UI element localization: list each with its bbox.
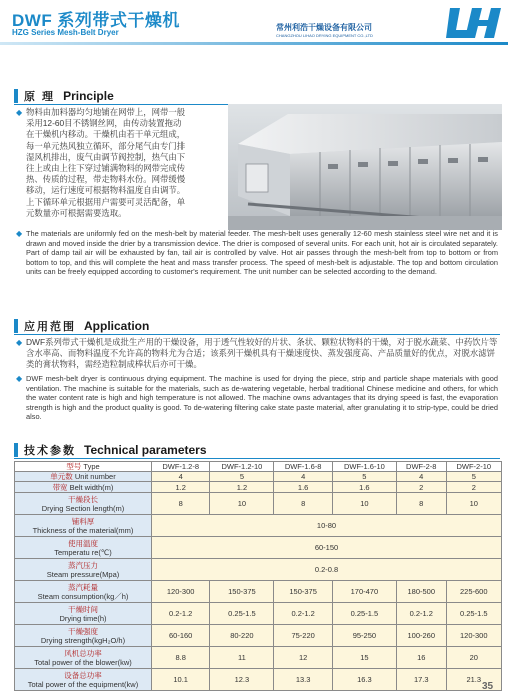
table-cell: 15 [332,647,396,669]
row-label-en: Drying time(h) [59,613,107,623]
application-zh-text: DWF系列带式干燥机是成批生产用的干燥设备，用于透气性较好的片状、条状、颗粒状物料的干燥，对于脱水蔬菜、中药饮片等含水率高、而物料温度不允许高的物料尤为合适；该系列干燥机具有干燥速度快、蒸发强度高、产品质量好的优点，对脱水滤饼类的膏状物料，需经造粒制成棒状后亦可干燥。 [26,337,498,370]
table-cell: 5 [446,472,501,482]
row-label-zh: 蒸汽压力 [68,560,98,570]
header-divider [0,42,508,45]
table-cell: 120-300 [152,581,210,603]
table-cell: 10 [446,493,501,515]
page-title: DWF 系列带式干燥机 [12,11,180,30]
row-label [15,625,152,647]
text-line: 每一单元热风独立循环，部分尾气由专门排 [26,140,186,151]
table-cell: 8 [152,493,210,515]
table-cell: 1.2 [152,482,210,493]
principle-title-zh: 原 理 [24,91,56,103]
row-label-en: Unit number [74,472,116,481]
table-cell: 8 [396,493,446,515]
row-label-zh: 铺料厚 [71,516,95,526]
row-label [15,603,152,625]
technical-heading [14,442,207,458]
table-cell: 0.25-1.5 [332,603,396,625]
table-cell: 16.3 [332,669,396,691]
principle-en-text: The materials are uniformly fed on the mesh-belt by material feeder. The mesh-belt uses generally 12-60 mesh stainless steel wire net and it is drawn and moved inside the drier by a transmission device. The drier is composed of several units. For each unit, hot air is circulated separately. Part of damp tail air will be exhausted by fan, tail air is controlled by valve. Hot air passes through the mesh-belt from top to bottom or from bottom to top, and this will complete the heat and mass transfer process. The speed of mesh-belt is adjustable. The top and bottom circulation units can be freely equipped according to customer's requirement. The unit number can be selected according to the demand. [26,229,498,277]
table-cell: 10.1 [152,669,210,691]
table-row [15,472,502,482]
row-label-zh: 干燥时间 [68,604,98,614]
table-row [15,482,502,493]
row-label-zh: 干燥强度 [68,626,98,636]
row-label-zh: 使用温度 [68,538,98,548]
table-cell: 8.8 [152,647,210,669]
row-label [15,462,152,472]
text-line: 元数量亦可根据需要选取。 [26,207,127,218]
row-label [15,472,152,482]
table-cell: 1.6 [332,482,396,493]
mesh-belt-dryer-photo [228,104,502,230]
row-label-en: Type [83,462,100,471]
page-number: 35 [482,681,494,692]
table-cell: 11 [210,647,274,669]
text-line: 在干燥机内移动。干燥机由若干单元组成， [26,129,186,140]
table-row [15,647,502,669]
table-cell: 225-600 [446,581,501,603]
table-cell: 170-470 [332,581,396,603]
text-line: 上下循环单元根据用户需要可灵活配备，单 [26,196,186,207]
table-cell: 10 [210,493,274,515]
page-header [0,0,508,56]
table-cell: 17.3 [396,669,446,691]
application-title-zh: 应用范围 [24,321,76,333]
principle-zh-text [26,107,226,219]
table-row [15,559,502,581]
table-cell: 95-250 [332,625,396,647]
table-cell: DWF-1.6-8 [274,462,332,472]
table-row [15,603,502,625]
row-label-en: Total power of the equipment(kw) [27,679,139,689]
table-cell: 8 [274,493,332,515]
row-label [15,537,152,559]
application-divider [14,334,500,335]
text-line: 采用12-60目不锈钢丝网，由传动装置拖动 [26,118,182,129]
technical-parameters-table [14,461,502,691]
text-line: 湿风机排出，废气由调节阀控制，热气由下 [26,151,186,162]
bullet-icon: ◆ [16,374,23,383]
row-label-en: Steam pressure(Mpa) [46,569,120,579]
technical-divider [14,458,500,459]
row-label-en: Total power of the blower(kw) [34,657,132,667]
row-label-zh: 带宽 [52,482,68,492]
table-cell: 5 [332,472,396,482]
row-label [15,581,152,603]
table-cell: 0.25-1.5 [210,603,274,625]
table-cell: 150-375 [274,581,332,603]
row-label-zh: 型号 [66,462,82,471]
row-label [15,515,152,537]
text-line: 热、传质的过程，带走物料水份。网带缓慢 [26,174,186,185]
row-label [15,669,152,691]
application-heading [14,318,149,334]
table-row [15,669,502,691]
table-cell-merged: 60-150 [152,537,502,559]
row-label-en: Drying strength(kgH₂O/h) [40,635,126,645]
table-cell: 80-220 [210,625,274,647]
table-cell: 4 [274,472,332,482]
application-title-en: Application [84,319,150,333]
table-cell: 75-220 [274,625,332,647]
table-cell: DWF-1.2-8 [152,462,210,472]
section-marker [14,443,18,457]
row-label-zh: 干燥段长 [68,494,98,504]
row-label-en: Temperatu re(℃) [54,547,112,557]
table-cell: 0.2-1.2 [274,603,332,625]
technical-title-zh: 技术参数 [24,445,76,457]
section-marker [14,319,18,333]
table-cell: 120-300 [446,625,501,647]
table-cell: DWF-1.2-10 [210,462,274,472]
technical-title-en: Technical parameters [84,443,207,457]
row-label-en: Steam consumption(kg／h) [37,591,129,601]
table-cell: 1.6 [274,482,332,493]
bullet-icon: ◆ [16,338,23,347]
row-label-en: Thickness of the material(mm) [32,525,134,535]
table-cell: 20 [446,647,501,669]
application-en-text: DWF mesh-belt dryer is continuous drying equipment. The machine is used for drying the piece, strip and particle shape materials with good ventilation. The machine is suitable for the materials, such as de-watering vegetable, herbal traditional Chinese medicine and others, for which the water content rate is high and high temperature is not allowed. The machine owns advantages that its drying speed is fast, the evaporation strength is high and the product quality is good. To de-watering filtering cake state paste material, after granulating it to strip-type, could be dried also. [26,374,498,422]
table-cell: 60-160 [152,625,210,647]
company-name-en: CHANGZHOU LIHAO DRYING EQUIPMENT CO.,LTD [276,33,373,38]
table-cell-merged: 0.2-0.8 [152,559,502,581]
row-label-zh: 蒸汽耗量 [68,582,98,592]
table-row [15,493,502,515]
table-row [15,537,502,559]
table-row [15,625,502,647]
text-line: 往上或由上往下穿过铺满物料的网带完成传 [26,163,186,174]
row-label-en: Belt width(m) [69,482,114,492]
text-line: 移动，运行速度可根据物料温度自由调节。 [26,185,186,196]
company-logo [444,4,502,42]
table-cell: 5 [210,472,274,482]
table-cell: DWF-2-10 [446,462,501,472]
table-cell: DWF-2-8 [396,462,446,472]
row-label [15,559,152,581]
table-cell: 1.2 [210,482,274,493]
table-row [15,462,502,472]
bullet-icon: ◆ [16,108,23,117]
bullet-icon: ◆ [16,229,23,238]
row-label-zh: 设备总功率 [64,670,102,680]
page-subtitle: HZG Series Mesh-Belt Dryer [12,28,119,37]
row-label [15,482,152,493]
section-marker [14,89,18,103]
text-line: 物料由加料器均匀地铺在网带上，网带一般 [26,107,186,117]
table-cell: 0.2-1.2 [396,603,446,625]
table-cell: 10 [332,493,396,515]
table-cell: 0.25-1.5 [446,603,501,625]
table-cell: 180-500 [396,581,446,603]
principle-heading [14,88,114,104]
row-label [15,647,152,669]
table-cell: 21.3 [446,669,501,691]
table-cell: DWF-1.6-10 [332,462,396,472]
table-cell: 150-375 [210,581,274,603]
table-row [15,515,502,537]
table-cell: 4 [396,472,446,482]
table-row [15,581,502,603]
table-cell: 4 [152,472,210,482]
table-cell: 2 [396,482,446,493]
table-cell-merged: 10-80 [152,515,502,537]
table-cell: 100-260 [396,625,446,647]
table-cell: 0.2-1.2 [152,603,210,625]
row-label-zh: 风机总功率 [64,648,102,658]
company-name-zh: 常州利浩干燥设备有限公司 [276,23,372,32]
row-label [15,493,152,515]
table-cell: 12.3 [210,669,274,691]
row-label-en: Drying Section length(m) [41,503,125,513]
table-cell: 2 [446,482,501,493]
principle-title-en: Principle [63,89,114,103]
table-cell: 16 [396,647,446,669]
table-cell: 12 [274,647,332,669]
table-cell: 13.3 [274,669,332,691]
row-label-zh: 单元数 [50,472,73,481]
